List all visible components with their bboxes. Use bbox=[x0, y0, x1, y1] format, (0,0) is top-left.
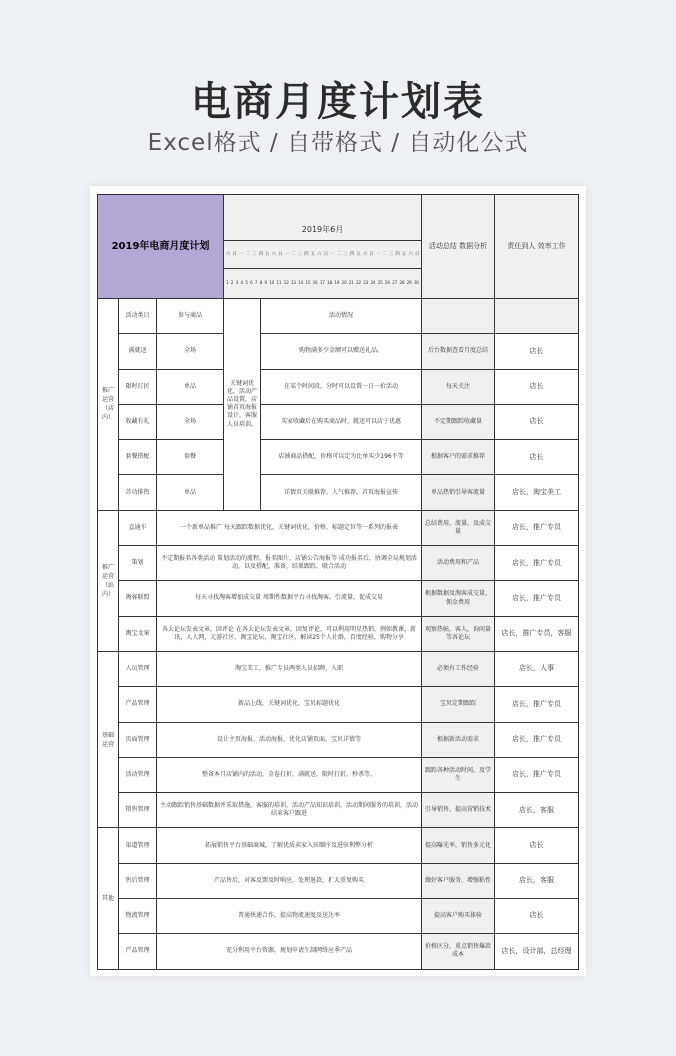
day-number: 19 bbox=[334, 280, 340, 286]
activity-name: 限时打折 bbox=[119, 369, 157, 404]
summary-header: 活动总结 数据分析 bbox=[422, 195, 495, 299]
day-number: 2 bbox=[230, 280, 234, 286]
day-number: 15 bbox=[305, 280, 311, 286]
owner-cell: 店长，推广专员 bbox=[495, 510, 579, 545]
owner-cell: 店长 bbox=[495, 828, 579, 863]
day-number: 30 bbox=[413, 280, 419, 286]
day-number: 21 bbox=[348, 280, 354, 286]
owner-cell bbox=[495, 299, 579, 334]
product-cell: 单品 bbox=[157, 369, 224, 404]
weekday-label: 三 bbox=[388, 251, 393, 257]
detail-cell: 购物满多少金额可以赠送礼品。 bbox=[261, 334, 422, 369]
detail-cell: 普通快递合作，提高物流速度及送达率 bbox=[157, 899, 422, 934]
weekday-label: 日 bbox=[414, 251, 419, 257]
day-number: 14 bbox=[298, 280, 303, 286]
weekday-label: 日 bbox=[232, 251, 237, 257]
day-number: 29 bbox=[406, 280, 412, 286]
weekday-label: 一 bbox=[375, 251, 380, 257]
group-cell: 推广运营（站内） bbox=[98, 510, 119, 651]
detail-cell: 每天寻找淘客增加成交量 周期性数据平台寻找淘客，引流量，促成交易 bbox=[157, 581, 422, 616]
weekday-label: 六 bbox=[362, 251, 367, 257]
weekday-label: 日 bbox=[323, 251, 328, 257]
day-number: 17 bbox=[319, 280, 325, 286]
day-number: 9 bbox=[264, 280, 267, 286]
owner-cell: 店长，推广专员 bbox=[495, 546, 579, 581]
activity-name: 人员管理 bbox=[119, 651, 157, 686]
summary-cell: 根据客户的需求推荐 bbox=[422, 440, 495, 475]
weekday-row bbox=[224, 241, 422, 269]
owner-cell: 店长，推广专员，客服 bbox=[495, 616, 579, 651]
activity-name: 策划 bbox=[119, 546, 157, 581]
day-number: 3 bbox=[235, 280, 239, 286]
owner-cell: 店长 bbox=[495, 440, 579, 475]
day-number: 28 bbox=[399, 280, 405, 286]
weekday-label: 四 bbox=[349, 251, 354, 257]
owner-cell: 店长 bbox=[495, 334, 579, 369]
activity-name: 直通车 bbox=[119, 510, 157, 545]
activity-name: 售后管理 bbox=[119, 863, 157, 898]
weekday-label: 二 bbox=[245, 251, 250, 257]
day-number: 1 bbox=[226, 280, 229, 286]
day-number: 4 bbox=[240, 280, 243, 286]
weekday-label: 六 bbox=[226, 251, 230, 257]
owner-cell: 店长 bbox=[495, 899, 579, 934]
summary-cell: 每天关注 bbox=[422, 369, 495, 404]
detail-cell: 各大论坛发表文章，回评论 在各大论坛发表文章，回复评论，可以利用明星热销，例如教课，新讯，人人网，元游社区，淘宝论坛，淘宝社区，解读25个人社群，百度经验，购物分享 bbox=[157, 616, 422, 651]
weekday-label: 二 bbox=[382, 251, 387, 257]
detail-cell: 主动跟踪销售基础数据并采取措施，客服的培训，活动产品知识培训，活动期间服务的培训，活动结束客户跟进 bbox=[157, 793, 422, 828]
weekday-label: 一 bbox=[330, 251, 335, 257]
weekday-label: 三 bbox=[297, 251, 302, 257]
owner-cell: 店长 bbox=[495, 369, 579, 404]
weekday-label: 五 bbox=[310, 251, 315, 257]
activity-name: 首功排热 bbox=[119, 475, 157, 510]
activity-name: 收藏有礼 bbox=[119, 404, 157, 439]
weekday-label: 一 bbox=[284, 251, 289, 257]
weekday-label: 二 bbox=[336, 251, 341, 257]
owner-cell: 店长，推广专员 bbox=[495, 687, 579, 722]
activity-name: 淘宝文案 bbox=[119, 616, 157, 651]
owner-cell: 店长，推广专员 bbox=[495, 581, 579, 616]
group-cell: 基础运营 bbox=[98, 651, 119, 827]
day-number: 8 bbox=[259, 280, 263, 286]
day-number: 12 bbox=[283, 280, 289, 286]
weekday-label: 一 bbox=[239, 251, 244, 257]
owner-cell: 店长，推广专员 bbox=[495, 722, 579, 757]
detail-cell: 在某个时间段，分时可以设置一日一价活动 bbox=[261, 369, 422, 404]
summary-cell: 做好客户服务，增强粘性 bbox=[422, 863, 495, 898]
day-number: 10 bbox=[269, 280, 275, 286]
summary-cell: 根据新活动需求 bbox=[422, 722, 495, 757]
weekday-label: 五 bbox=[265, 251, 270, 257]
weekday-label: 六 bbox=[317, 251, 322, 257]
day-number: 27 bbox=[392, 280, 398, 286]
activity-name: 页面管理 bbox=[119, 722, 157, 757]
activity-name: 物流管理 bbox=[119, 899, 157, 934]
owner-cell: 店长 bbox=[495, 404, 579, 439]
page-title: 电商月度计划表 bbox=[191, 79, 485, 125]
detail-cell: 买家收藏后在购买商品时，就送可以店子优惠 bbox=[261, 404, 422, 439]
summary-cell: 总结费用，流量，及成交量 bbox=[422, 510, 495, 545]
day-number: 11 bbox=[276, 280, 282, 286]
owner-header: 责任到人 效率工作 bbox=[495, 195, 579, 299]
day-number: 24 bbox=[370, 280, 376, 286]
product-cell: 单品 bbox=[157, 475, 224, 510]
detail-cell: 设计主页海报，活动海报，优化店铺页面，宝贝详情等 bbox=[157, 722, 422, 757]
detail-cell: 一个新单品推广 每天跟踪数据优化，关键词优化，价格，标题定位等一系列的报表 bbox=[157, 510, 422, 545]
summary-cell: 跟踪各种活动时间，及学生 bbox=[422, 757, 495, 792]
summary-cell: 提高客户购买体验 bbox=[422, 899, 495, 934]
date-row bbox=[224, 269, 422, 299]
summary-cell: 根据数据及淘客成交量，佣金费用 bbox=[422, 581, 495, 616]
month-header: 2019年6月 bbox=[224, 195, 422, 241]
summary-cell bbox=[422, 299, 495, 334]
plan-title: 2019年电商月度计划 bbox=[98, 195, 224, 299]
weekday-label: 四 bbox=[304, 251, 309, 257]
col-activity-header: 活动类目 bbox=[119, 299, 157, 334]
activity-name: 淘客联盟 bbox=[119, 581, 157, 616]
activity-name: 产品管理 bbox=[119, 687, 157, 722]
product-cell: 全场 bbox=[157, 334, 224, 369]
day-number: 5 bbox=[245, 280, 248, 286]
activity-name: 渠道管理 bbox=[119, 828, 157, 863]
detail-cell: 充分利用平台资源，规划申请生制网络应季产品 bbox=[157, 934, 422, 969]
owner-cell: 店长，人事 bbox=[495, 651, 579, 686]
weekday-label: 四 bbox=[258, 251, 263, 257]
detail-cell: 产品售后，对客反馈及时响应，处理退款，扩大重复购买 bbox=[157, 863, 422, 898]
detail-cell: 不定期报名各类活动 策划活动的流程，报名图片，店铺公告海报等 成功报名后，协调全局规划活动，以及搭配，准备，结果跟踪，联合活动 bbox=[157, 546, 422, 581]
weekday-label: 三 bbox=[252, 251, 257, 257]
detail-cell: 店铺商品搭配，价格可以定为比单买少196不等 bbox=[261, 440, 422, 475]
plan-table bbox=[97, 194, 579, 970]
group-cell: 推广运营（店内） bbox=[98, 299, 119, 511]
day-number: 7 bbox=[254, 280, 258, 286]
weekday-label: 五 bbox=[356, 251, 361, 257]
owner-cell: 店长，设计部，总经理 bbox=[495, 934, 579, 969]
activity-name: 满就送 bbox=[119, 334, 157, 369]
weekday-label: 二 bbox=[291, 251, 296, 257]
detail-cell: 拓展销售平台基础商城，了解优质卖家入驻顺序及进驻利弊分析 bbox=[157, 828, 422, 863]
activity-name: 销售管理 bbox=[119, 793, 157, 828]
day-number: 16 bbox=[312, 280, 318, 286]
owner-cell: 店长，推广专员 bbox=[495, 757, 579, 792]
day-number: 18 bbox=[327, 280, 332, 286]
activity-name: 产品管理 bbox=[119, 934, 157, 969]
day-number: 26 bbox=[384, 280, 390, 286]
summary-cell: 价格区分，重点销售爆款成本 bbox=[422, 934, 495, 969]
owner-cell: 店长，客服 bbox=[495, 863, 579, 898]
day-number: 20 bbox=[341, 280, 347, 286]
activity-name: 活动管理 bbox=[119, 757, 157, 792]
day-number: 25 bbox=[377, 280, 383, 286]
weekday-label: 五 bbox=[401, 251, 406, 257]
summary-cell: 活动费用和产品 bbox=[422, 546, 495, 581]
group-cell: 其他 bbox=[98, 828, 119, 969]
summary-cell: 提高曝光率，销售多元化 bbox=[422, 828, 495, 863]
day-number: 13 bbox=[290, 280, 296, 286]
owner-cell: 店长，淘宝美工 bbox=[495, 475, 579, 510]
weekday-label: 六 bbox=[271, 251, 276, 257]
day-number: 23 bbox=[363, 280, 369, 286]
col-products-header: 参与商品 bbox=[157, 299, 224, 334]
summary-cell: 观察热帖，客人，询问量等各论坛 bbox=[422, 616, 495, 651]
detail-cell: 整备本月店铺内的活动，金卷打折，满就送，限时打折，秒杀等。 bbox=[157, 757, 422, 792]
weekday-label: 四 bbox=[395, 251, 400, 257]
summary-cell: 不定期跟踪收藏量 bbox=[422, 404, 495, 439]
spreadsheet-preview bbox=[90, 186, 586, 976]
detail-cell: 淘宝美工，推广专员两类人员招聘，入职 bbox=[157, 651, 422, 686]
day-number: 6 bbox=[249, 280, 253, 286]
weekday-label: 三 bbox=[343, 251, 348, 257]
col-situation-header: 活动情况 bbox=[261, 299, 422, 334]
product-cell: 全场 bbox=[157, 404, 224, 439]
weekday-label: 日 bbox=[278, 251, 283, 257]
summary-cell: 宝贝定期跟踪 bbox=[422, 687, 495, 722]
summary-cell: 引导销售，提高营销技术 bbox=[422, 793, 495, 828]
activity-name: 套餐搭配 bbox=[119, 440, 157, 475]
detail-cell: 详情页关联推荐，人气推荐，首页海报宣传 bbox=[261, 475, 422, 510]
weekday-label: 日 bbox=[369, 251, 374, 257]
owner-cell: 店长，客服 bbox=[495, 793, 579, 828]
detail-cell: 新品上线，关键词优化，宝贝标题优化 bbox=[157, 687, 422, 722]
shared-note: 关键词优化，活动产品设置，店铺首页海报设计，客服人员培训。 bbox=[224, 299, 261, 511]
weekday-label: 六 bbox=[408, 251, 413, 257]
summary-cell: 后台数据查看月度总结 bbox=[422, 334, 495, 369]
summary-cell: 必须有工作经验 bbox=[422, 651, 495, 686]
summary-cell: 单品热销引导客流量 bbox=[422, 475, 495, 510]
day-number: 22 bbox=[355, 280, 361, 286]
product-cell: 套餐 bbox=[157, 440, 224, 475]
page-subtitle: Excel格式 / 自带格式 / 自动化公式 bbox=[147, 130, 529, 156]
